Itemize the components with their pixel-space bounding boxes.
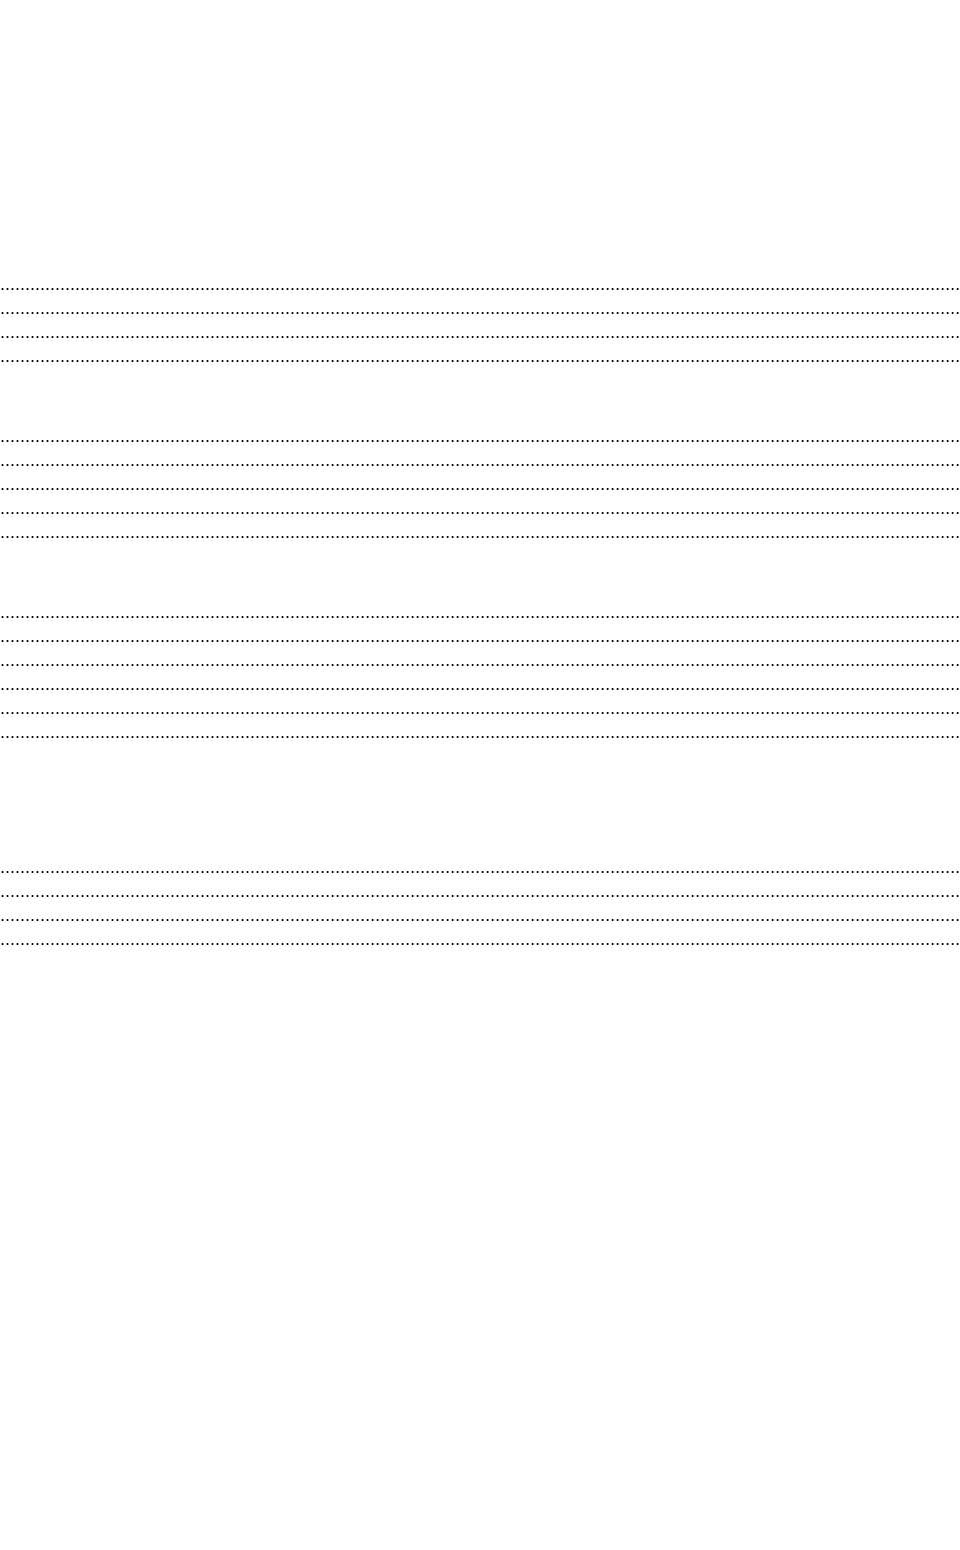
- toc-dot-leader: [0, 600, 960, 624]
- toc-entry-6-2-2[interactable]: [0, 927, 960, 951]
- toc-dot-leader: [0, 624, 960, 648]
- toc-dot-leader: [0, 648, 960, 672]
- toc-dot-leader: [0, 927, 960, 951]
- toc-entry-3[interactable]: [0, 395, 960, 425]
- toc-entry-6-2[interactable]: [0, 879, 960, 903]
- toc-entry-1[interactable]: [0, 188, 960, 218]
- toc-dot-leader: [0, 903, 960, 927]
- toc-dot-leader: [0, 520, 960, 544]
- toc-entry-3-4[interactable]: [0, 496, 960, 520]
- toc-entry-6[interactable]: [0, 826, 960, 856]
- toc-dot-leader: [0, 296, 960, 320]
- toc-dot-leader: [0, 720, 960, 744]
- toc-entry-5[interactable]: [0, 771, 960, 801]
- toc-entry-2-4[interactable]: [0, 344, 960, 368]
- toc-dot-leader: [0, 496, 960, 520]
- toc-entry-3-1[interactable]: [0, 424, 960, 448]
- toc-entry-6-2-3[interactable]: [0, 951, 960, 975]
- toc-entry-4-6[interactable]: [0, 720, 960, 744]
- toc-entry-4-4[interactable]: [0, 672, 960, 696]
- toc-entry-4-1[interactable]: [0, 600, 960, 624]
- toc-dot-leader: [0, 320, 960, 344]
- toc-entry-6-1[interactable]: [0, 855, 960, 879]
- toc-entry-2[interactable]: [0, 243, 960, 273]
- toc-entry-2-3[interactable]: [0, 320, 960, 344]
- toc-dot-leader: [0, 855, 960, 879]
- toc-dot-leader: [0, 472, 960, 496]
- toc-dot-leader: [0, 344, 960, 368]
- toc-entry-4[interactable]: [0, 571, 960, 601]
- toc-entry-4-2[interactable]: [0, 624, 960, 648]
- toc-entry-4-3[interactable]: [0, 648, 960, 672]
- toc-entry-3-2[interactable]: [0, 448, 960, 472]
- toc-dot-leader: [0, 272, 960, 296]
- toc-dot-leader: [0, 672, 960, 696]
- toc-dot-leader: [0, 424, 960, 448]
- toc-entry-6-2-1[interactable]: [0, 903, 960, 927]
- toc-dot-leader: [0, 879, 960, 903]
- toc-entry-4-5[interactable]: [0, 696, 960, 720]
- toc-entry-3-5[interactable]: [0, 520, 960, 544]
- toc-dot-leader: [0, 448, 960, 472]
- toc-entry-2-1[interactable]: [0, 272, 960, 296]
- toc-dot-leader: [0, 696, 960, 720]
- toc-entry-3-3[interactable]: [0, 472, 960, 496]
- toc-entry-2-2[interactable]: [0, 296, 960, 320]
